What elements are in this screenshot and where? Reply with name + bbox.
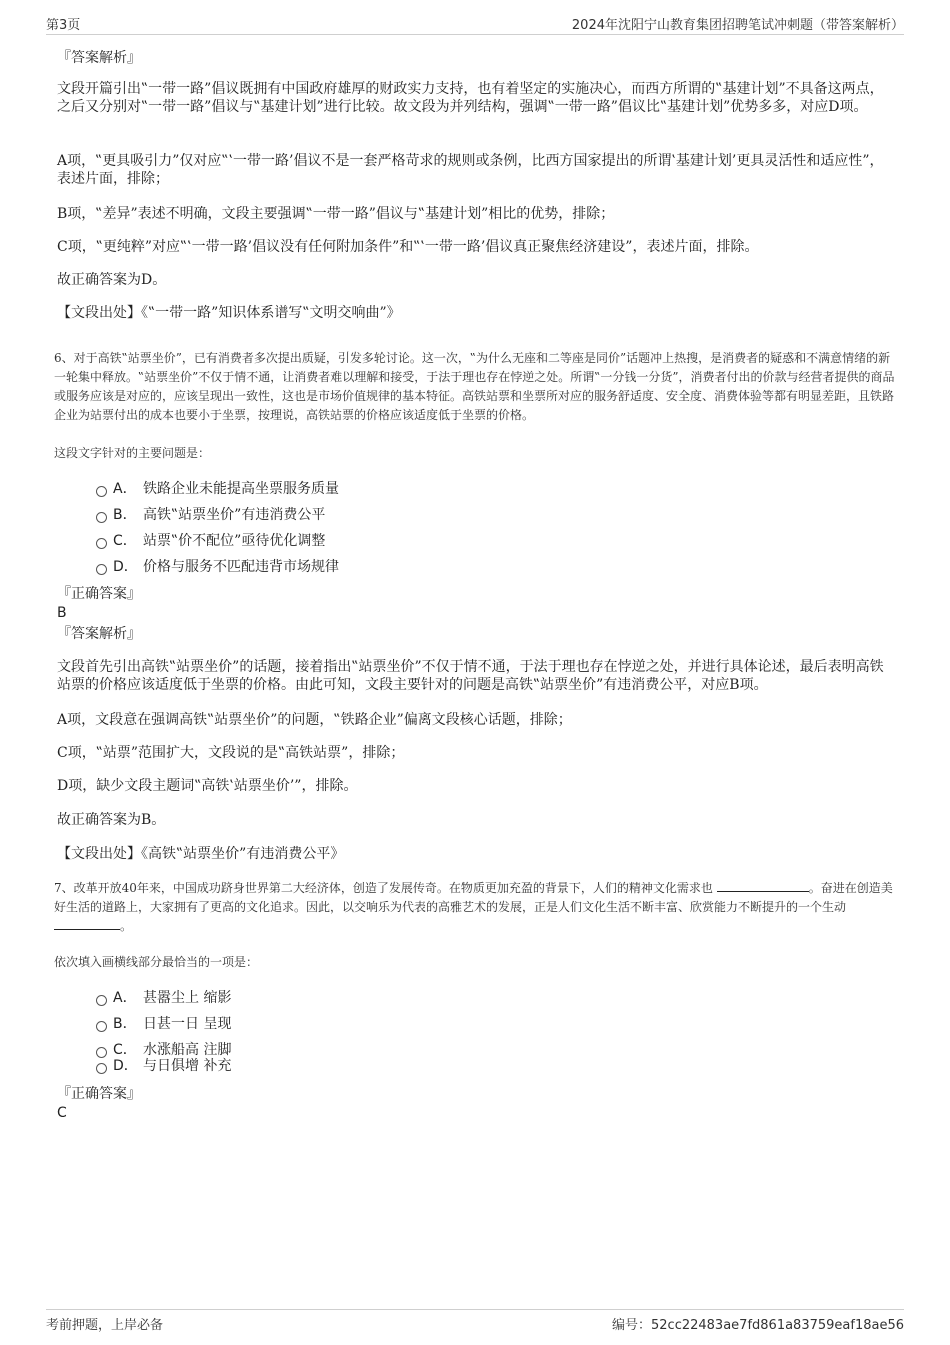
q7-answer-title: 『正确答案』 bbox=[57, 1086, 141, 1102]
q5-conclusion: 故正确答案为D。 bbox=[57, 272, 167, 288]
document-title: 2024年沈阳宁山教育集团招聘笔试冲刺题（带答案解析） bbox=[571, 18, 904, 33]
footer-divider bbox=[46, 1309, 904, 1310]
q6-option-c[interactable]: C． 站票‟价不配位”亟待优化调整 bbox=[96, 532, 325, 550]
q6-stem: 6、对于高铁‟站票坐价”，已有消费者多次提出质疑，引发多轮讨论。这一次，‟为什么无座和二等座是同价”话题冲上热搜，是消费者的疑惑和不满意情绪的新一轮集中释放。‟站票坐价”不仅于情不通，让消费者难以理解和接受，于法于理也存在悖逆之处。所谓‟一分钱一分货”，消费者付出的价款与经营者提供的商品或服务应该是对应的，应该呈现出一致性，这也是市场价值规律的基本特征。高铁站票和坐票所对应的服务舒适度、安全度、消费体验等都有明显差距，且铁路企业为站票付出的成本也要小于坐票，按理说，高铁站票的价格应该适度低于坐票的价格。 bbox=[54, 351, 895, 422]
radio-icon[interactable] bbox=[96, 486, 107, 497]
q5-source: 【文段出处】《‟一带一路”知识体系谱写‟文明交响曲”》 bbox=[57, 305, 401, 321]
q7-option-d[interactable]: D． 与日俱增 补充 bbox=[96, 1057, 231, 1075]
q6-prompt: 这段文字针对的主要问题是： bbox=[54, 446, 211, 460]
radio-icon[interactable] bbox=[96, 1063, 107, 1074]
q5-note-c: C项，‟更纯粹”对应‟‛一带一路’倡议没有任何附加条件”和‟‛一带一路’倡议真正聚焦经济建设”，表述片面，排除。 bbox=[57, 239, 759, 255]
q6-option-d[interactable]: D． 价格与服务不匹配违背市场规律 bbox=[96, 558, 339, 576]
q7-prompt: 依次填入画横线部分最恰当的一项是： bbox=[54, 955, 259, 969]
q7-blank-2 bbox=[54, 917, 120, 930]
q7-answer: C bbox=[57, 1105, 67, 1121]
q7-option-a[interactable]: A． 甚嚣尘上 缩影 bbox=[96, 989, 231, 1007]
q6-analysis-body: 文段首先引出高铁‟站票坐价”的话题，接着指出‟站票坐价”不仅于情不通，于法于理也存在悖逆之处，并进行具体论述，最后表明高铁站票的价格应该适度低于坐票的价格。由此可知，文段主要针对的问题是高铁‟站票坐价”有违消费公平，对应B项。 bbox=[57, 659, 884, 693]
q7-option-b[interactable]: B． 日甚一日 呈现 bbox=[96, 1015, 231, 1033]
q5-analysis-body: 文段开篇引出‟一带一路”倡议既拥有中国政府雄厚的财政实力支持，也有着坚定的实施决心，而西方所谓的‟基建计划”不具备这两点，之后又分别对‟一带一路”倡议与‟基建计划”进行比较。故文段为并列结构，强调‟一带一路”倡议比‟基建计划”优势多多，对应D项。 bbox=[57, 81, 884, 115]
radio-icon[interactable] bbox=[96, 564, 107, 575]
q7-blank-1 bbox=[717, 879, 809, 892]
q6-conclusion: 故正确答案为B。 bbox=[57, 812, 166, 828]
q6-answer-title: 『正确答案』 bbox=[57, 586, 141, 602]
q6-option-a[interactable]: A． 铁路企业未能提高坐票服务质量 bbox=[96, 480, 339, 498]
q5-note-b: B项，‟差异”表述不明确，文段主要强调‟一带一路”倡议与‟基建计划”相比的优势，排除； bbox=[57, 206, 615, 222]
radio-icon[interactable] bbox=[96, 1047, 107, 1058]
radio-icon[interactable] bbox=[96, 512, 107, 523]
page-number: 第3页 bbox=[46, 18, 81, 33]
q5-note-a: A项，‟更具吸引力”仅对应‟‛一带一路’倡议不是一套严格苛求的规则或条例，比西方国家提出的所谓‛基建计划’更具灵活性和适应性”，表述片面，排除； bbox=[57, 153, 884, 187]
q6-note-c: C项，‟站票”范围扩大，文段说的是‟高铁站票”，排除； bbox=[57, 745, 405, 761]
radio-icon[interactable] bbox=[96, 995, 107, 1006]
q6-note-a: A项，文段意在强调高铁‟站票坐价”的问题，‟铁路企业”偏离文段核心话题，排除； bbox=[57, 712, 572, 728]
q7-stem: 7、改革开放40年来，中国成功跻身世界第二大经济体，创造了发展传奇。在物质更加充盈的背景下，人们的精神文化需求也 。奋进在创造美好生活的道路上，大家拥有了更高的文化追求。因此，以交响乐为代表的高雅艺术的发展，正是人们文化生活不断丰富、欣赏能力不断提升的一个生动 。 bbox=[54, 881, 893, 933]
q6-option-b[interactable]: B． 高铁‟站票坐价”有违消费公平 bbox=[96, 506, 325, 524]
q6-analysis-title: 『答案解析』 bbox=[57, 626, 141, 642]
q5-analysis-title: 『答案解析』 bbox=[57, 50, 141, 66]
q6-answer: B bbox=[57, 605, 67, 621]
header-divider bbox=[46, 34, 904, 35]
footer-code: 编号：52cc22483ae7fd861a83759eaf18ae56 bbox=[612, 1318, 904, 1333]
radio-icon[interactable] bbox=[96, 1021, 107, 1032]
q6-note-d: D项，缺少文段主题词‟高铁‛站票坐价’”，排除。 bbox=[57, 778, 358, 794]
radio-icon[interactable] bbox=[96, 538, 107, 549]
q6-source: 【文段出处】《高铁‟站票坐价”有违消费公平》 bbox=[57, 846, 345, 862]
footer-slogan: 考前押题，上岸必备 bbox=[46, 1318, 164, 1333]
q7-option-c[interactable]: C． 水涨船高 注脚 bbox=[96, 1041, 231, 1059]
